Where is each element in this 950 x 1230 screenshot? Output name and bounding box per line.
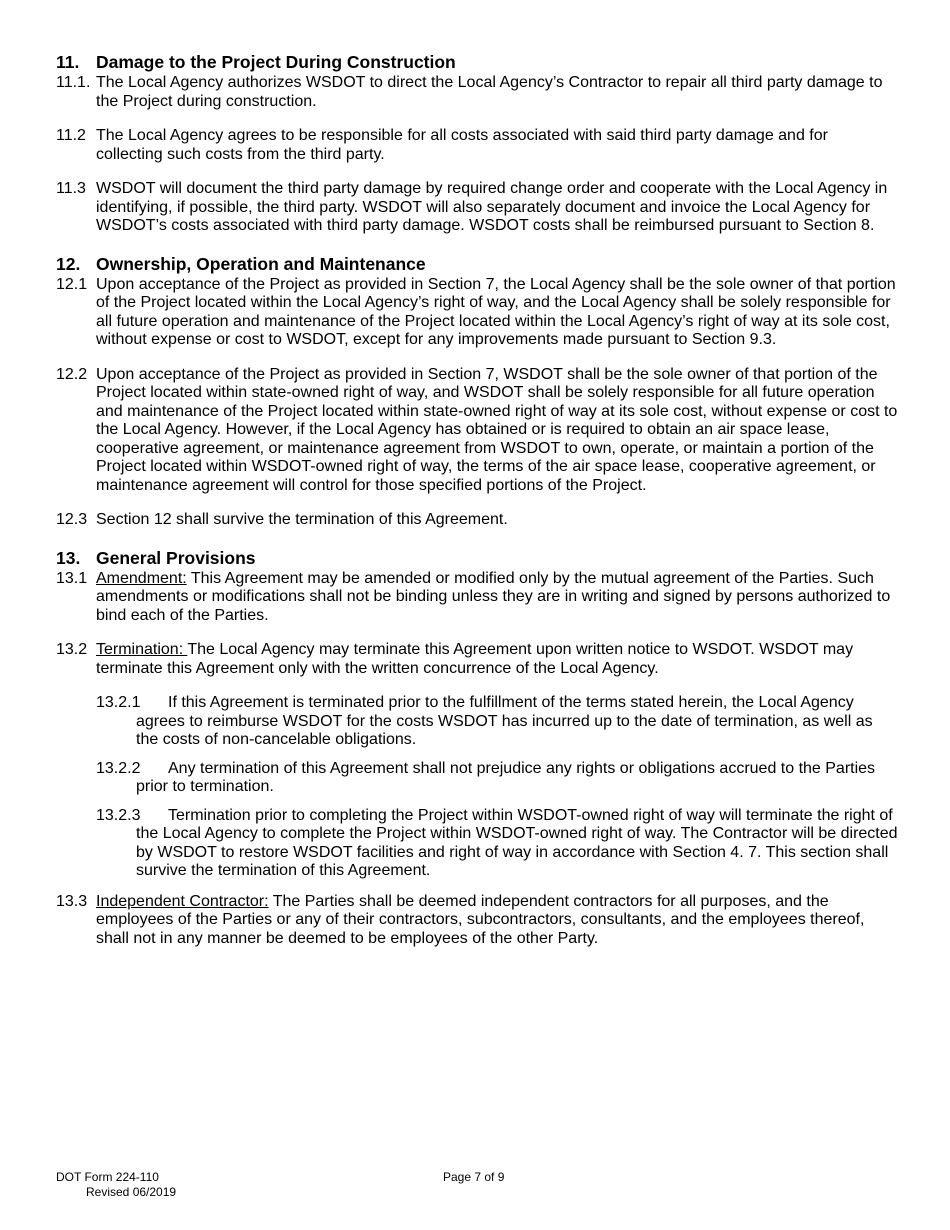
section-11 [56,52,898,236]
clause-number: 12.3 [56,511,88,528]
clause-label: Independent Contractor: [96,892,269,910]
clause-number: 13.1 [56,569,88,587]
clause-12-3 [56,511,898,530]
section-11-heading [56,52,898,72]
clause-body: The Parties shall be deemed independent contractors for all purposes, and the employees of the Parties or any of their contractors, subcontractors, consultants, and the employees thereof, shall not in any manner be deemed to be employees of the other Party. [96,892,865,947]
subclause-number: 13.2.3 [96,806,141,824]
clause-13-3 [56,893,898,949]
clause-text: Upon acceptance of the Project as provided in Section 7, WSDOT shall be the sole owner of that portion of the Project located within state-owned right of way, and WSDOT shall be solely responsible for all future operation and maintenance of the Project located within state-owned right of way at its sole cost, without expense or cost to the Local Agency. However, if the Local Agency has obtained or is required to obtain an air space lease, cooperative agreement, or maintenance agreement from WSDOT to own, operate, or maintain a portion of the Project located within WSDOT-owned right of way, the terms of the air space lease, cooperative agreement, or maintenance agreement will control for those specified portions of the Project. [96,365,898,494]
clause-number: 11.1. [56,74,91,91]
clause-number: 11.3 [56,180,86,197]
revision-date: Revised 06/2019 [86,1185,177,1199]
subclause-text: Any termination of this Agreement shall not prejudice any rights or obligations accrued to the Parties prior to termination. [136,759,876,795]
subclause-text: If this Agreement is terminated prior to the fulfillment of the terms stated herein, the Local Agency agrees to reimburse WSDOT for the costs WSDOT has incurred up to the date of termination, as well as the costs of non-cancelable obligations. [136,694,873,748]
clause-12-2 [56,366,898,496]
subclause-13-2-3 [96,807,898,881]
subclause-number: 13.2.1 [96,694,141,711]
section-11-title: Damage to the Project During Construction [96,52,456,72]
subclause-13-2-2 [96,760,898,797]
document-page [56,52,898,964]
clause-text [96,893,898,949]
clause-text: The Local Agency authorizes WSDOT to direct the Local Agency’s Contractor to repair all third party damage to the Project during construction. [96,74,883,110]
clause-13-1 [56,570,898,626]
section-12-heading [56,254,898,274]
section-11-number: 11. [56,52,80,72]
section-13-number: 13. [56,547,81,568]
subclause-text: Termination prior to completing the Project within WSDOT-owned right of way will terminate the right of the Local Agency to complete the Project within WSDOT-owned right of way. The Contractor will be directed by WSDOT to restore WSDOT facilities and right of way in accordance with Section 4. 7. This section shall survive the termination of this Agreement. [136,806,898,879]
clause-label: Termination: [96,641,188,658]
clause-text [96,641,898,678]
section-13 [56,548,898,949]
page-number: Page 7 of 9 [443,1170,505,1184]
section-12-number: 12. [56,253,81,274]
clause-11-1 [56,74,898,111]
clause-number: 12.2 [56,365,88,383]
clause-text: Upon acceptance of the Project as provided in Section 7, the Local Agency shall be the sole owner of that portion of the Project located within the Local Agency’s right of way, and the Local Agency shall be solely responsible for all future operation and maintenance of the Project located within the Local Agency’s right of way at its sole cost, without expense or cost to WSDOT, except for any improvements made pursuant to Section 9.3. [96,275,896,348]
clause-number: 13.2 [56,641,88,658]
clause-11-2 [56,127,898,164]
clause-12-1 [56,276,898,350]
clause-11-3 [56,180,898,236]
clause-body: This Agreement may be amended or modified only by the mutual agreement of the Parties. Such amendments or modifications shall not be binding unless they are in writing and signed by persons authorized to bind each of the Parties. [96,569,891,624]
section-12-title: Ownership, Operation and Maintenance [96,253,426,274]
clause-number: 13.3 [56,892,88,910]
form-number: DOT Form 224-110 [56,1170,159,1184]
clause-number: 12.1 [56,275,88,293]
clause-body: The Local Agency may terminate this Agreement upon written notice to WSDOT. WSDOT may terminate this Agreement only with the written concurrence of the Local Agency. [96,641,854,677]
section-13-heading [56,548,898,568]
clause-label: Amendment: [96,569,187,587]
clause-text: The Local Agency agrees to be responsible for all costs associated with said third party damage and for collecting such costs from the third party. [96,127,828,163]
section-13-title: General Provisions [96,547,256,568]
clause-text: Section 12 shall survive the termination of this Agreement. [96,511,508,528]
clause-text: WSDOT will document the third party damage by required change order and cooperate with the Local Agency in identifying, if possible, the third party. WSDOT will also separately document and invoice the Local Agency for WSDOT’s costs associated with third party damage. WSDOT costs shall be reimbursed pursuant to Section 8. [96,180,888,234]
clause-text [96,570,898,626]
clause-13-2 [56,641,898,678]
section-12 [56,254,898,530]
clause-number: 11.2 [56,127,86,144]
subclause-13-2-1 [96,694,898,750]
subclause-number: 13.2.2 [96,759,141,777]
